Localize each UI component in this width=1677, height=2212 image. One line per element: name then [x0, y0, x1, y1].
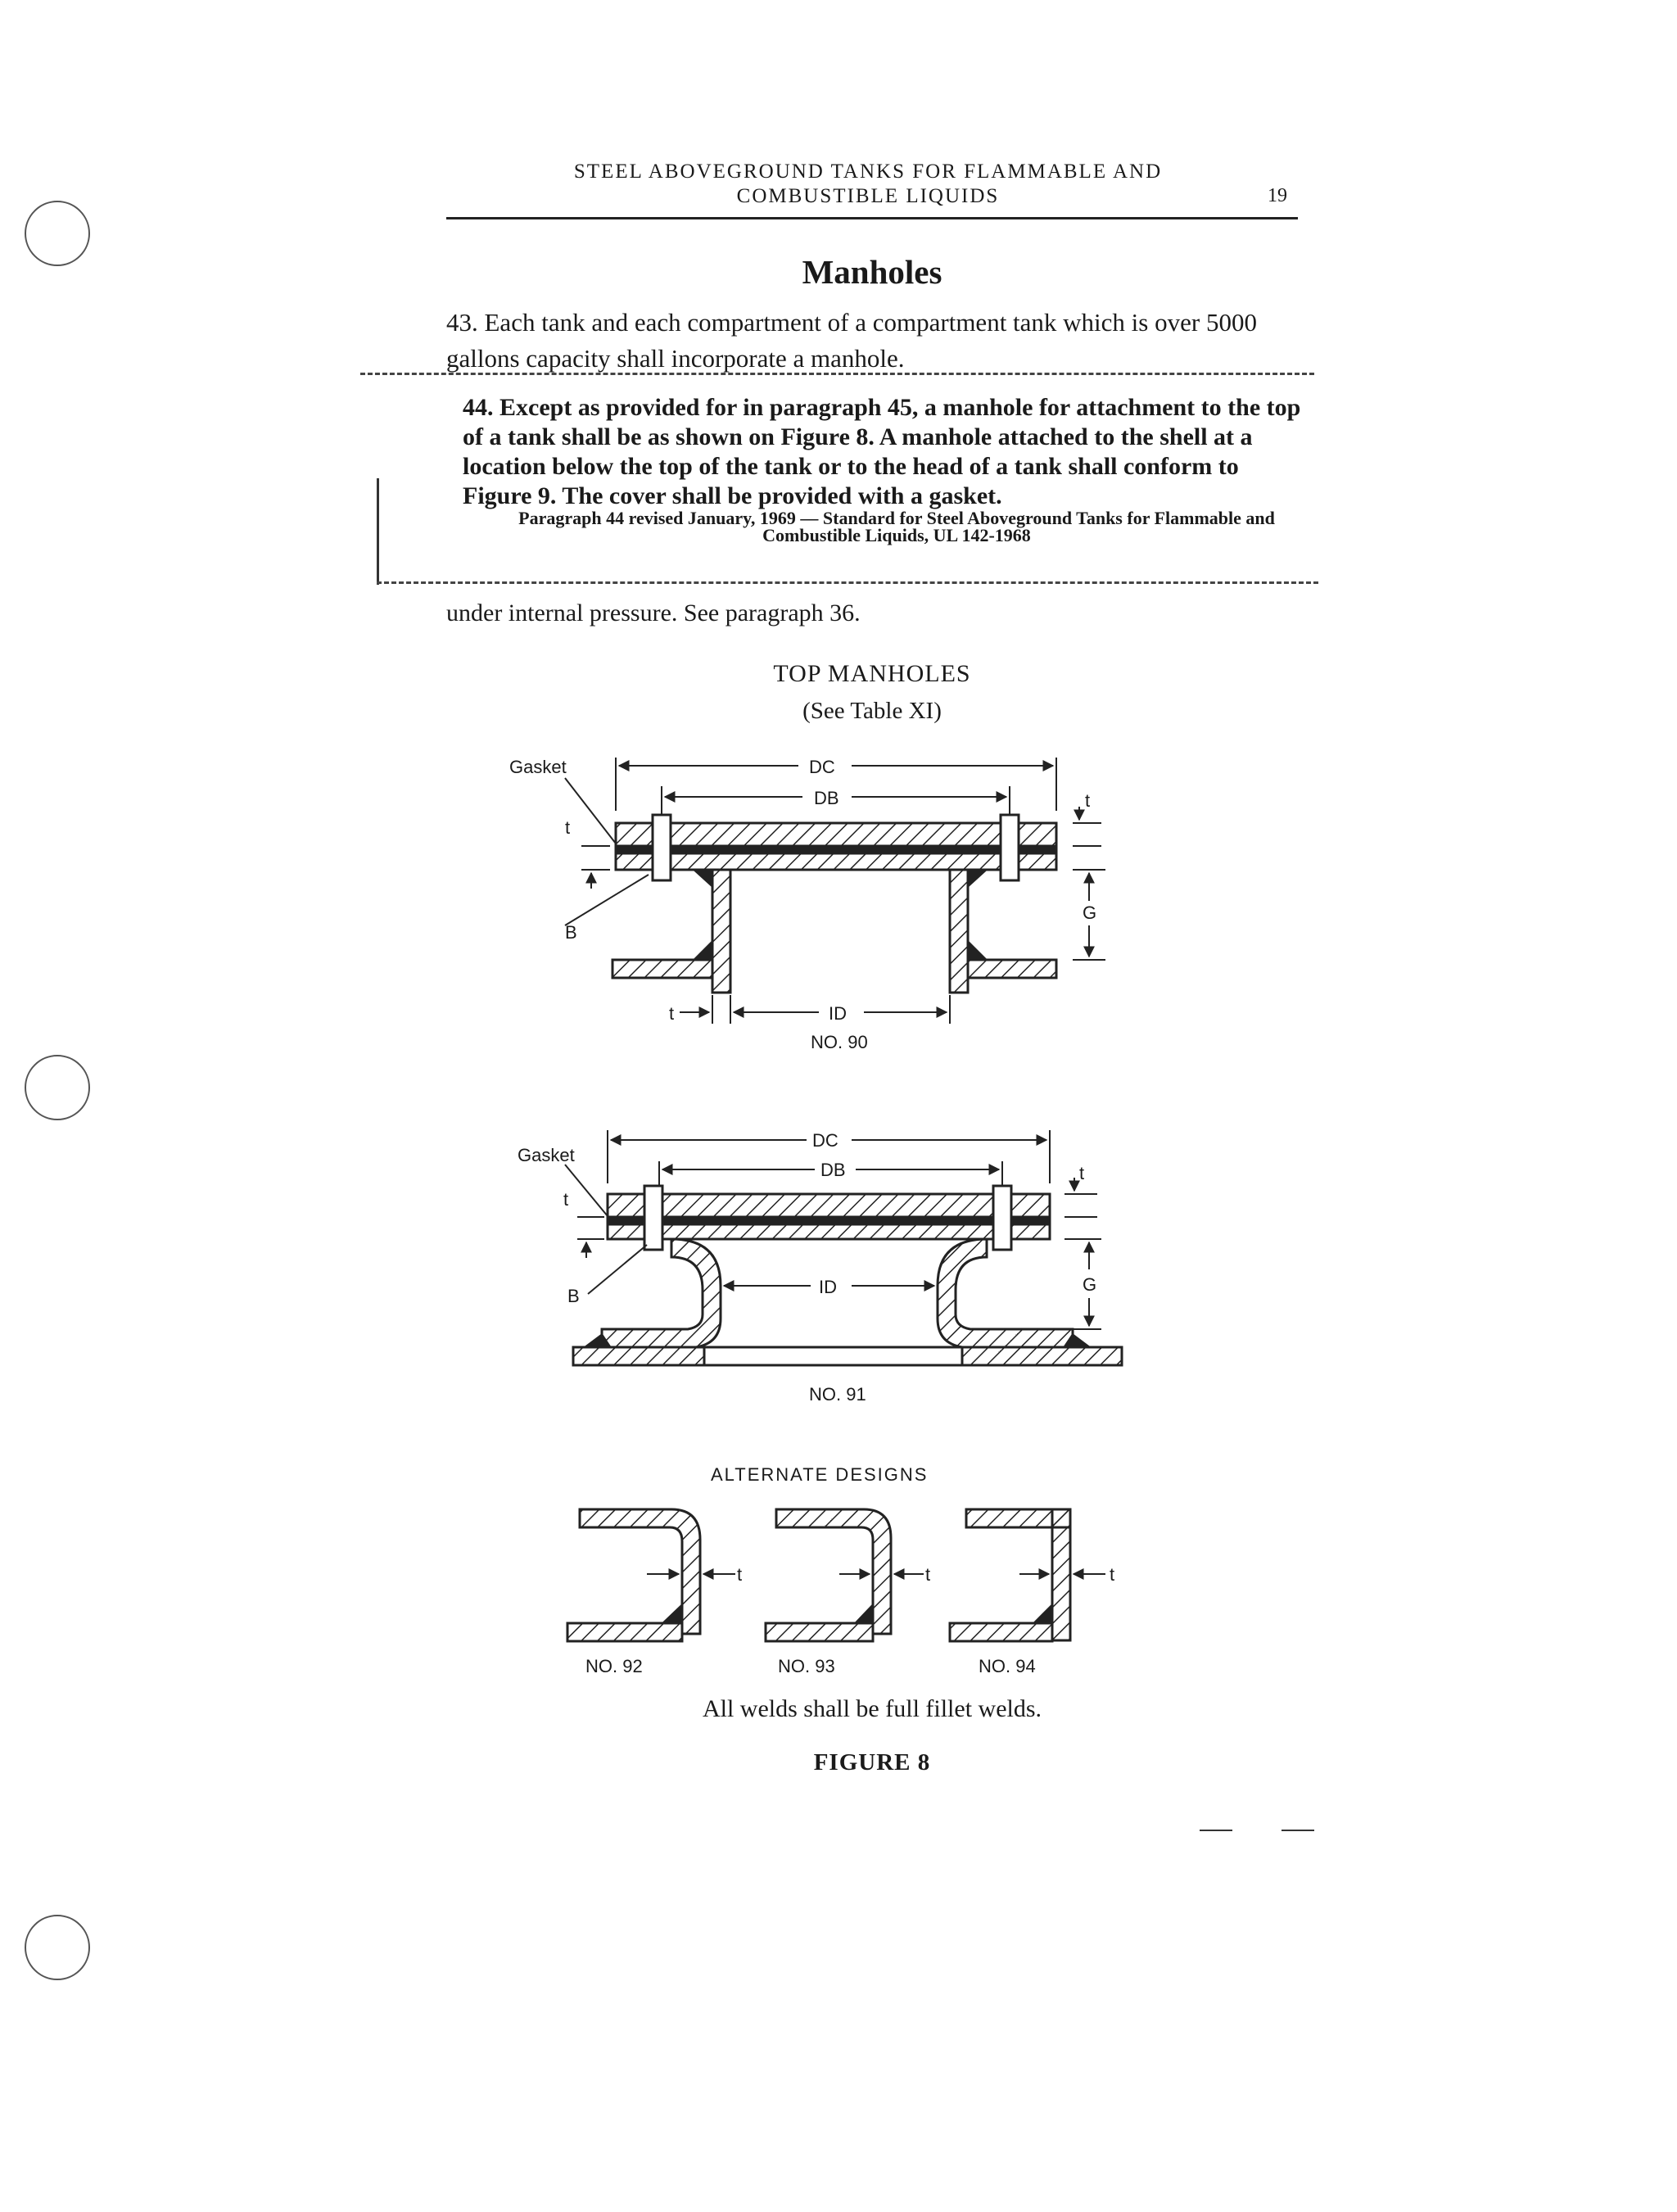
page-number: 19 [1268, 185, 1287, 206]
label-b-91: B [567, 1286, 580, 1306]
label-g-90: G [1083, 902, 1097, 923]
label-t-right-90: t [1085, 790, 1091, 811]
figure-title: TOP MANHOLES [773, 660, 971, 687]
section-title: Manholes [802, 253, 942, 291]
label-t-92: t [737, 1564, 743, 1585]
alternate-designs-title: ALTERNATE DESIGNS [711, 1464, 929, 1485]
label-t-neck-90: t [669, 1003, 675, 1024]
label-t-right-91: t [1079, 1163, 1085, 1183]
revision-note: Paragraph 44 revised January, 1969 — Standard for Steel Aboveground Tanks for Flammable and Combustible Liquids, UL 142-1968 [518, 508, 1275, 545]
labels-no90 [509, 757, 1096, 1052]
figure-subtitle: (See Table XI) [802, 698, 942, 724]
label-t-left-90: t [565, 817, 571, 838]
drawing-no93 [766, 1509, 924, 1641]
label-db-90: DB [814, 788, 839, 808]
figure-caption: All welds shall be full fillet welds. [702, 1695, 1042, 1722]
running-header-line1: STEEL ABOVEGROUND TANKS FOR FLAMMABLE AND [573, 161, 1163, 183]
continuation-text: under internal pressure. See paragraph 36. [446, 599, 861, 627]
label-no90: NO. 90 [811, 1032, 868, 1052]
paragraph-44: 44. Except as provided for in paragraph 45, a manhole for attachment to the top of a tank shall be as shown on Figure 8. A manhole attached to the shell at a location below the top of the tank or to the head of a tank shall conform to Figure 9. The cover shall be provided with a gasket. [463, 394, 1301, 509]
label-db-91: DB [820, 1160, 846, 1180]
label-dc-91: DC [812, 1130, 838, 1151]
label-id-91: ID [819, 1277, 837, 1297]
drawing-no94 [950, 1509, 1105, 1641]
label-no94: NO. 94 [979, 1656, 1036, 1676]
label-gasket-90: Gasket [509, 757, 567, 777]
label-b-90: B [565, 922, 577, 943]
label-dc-90: DC [809, 757, 835, 777]
paragraph-43: 43. Each tank and each compartment of a compartment tank which is over 5000 gallons capacity shall incorporate a manhole. [446, 308, 1257, 373]
figure-label: FIGURE 8 [813, 1749, 931, 1775]
label-t-left-91: t [563, 1189, 569, 1210]
label-g-91: G [1083, 1274, 1097, 1295]
drawing-no92 [567, 1509, 735, 1641]
label-t-94: t [1110, 1564, 1115, 1585]
label-gasket-91: Gasket [518, 1145, 575, 1165]
label-no92: NO. 92 [585, 1656, 643, 1676]
label-no93: NO. 93 [778, 1656, 835, 1676]
label-no91: NO. 91 [809, 1384, 866, 1405]
label-id-90: ID [829, 1003, 847, 1024]
label-t-93: t [925, 1564, 931, 1585]
running-header-line2: COMBUSTIBLE LIQUIDS [736, 185, 1000, 207]
